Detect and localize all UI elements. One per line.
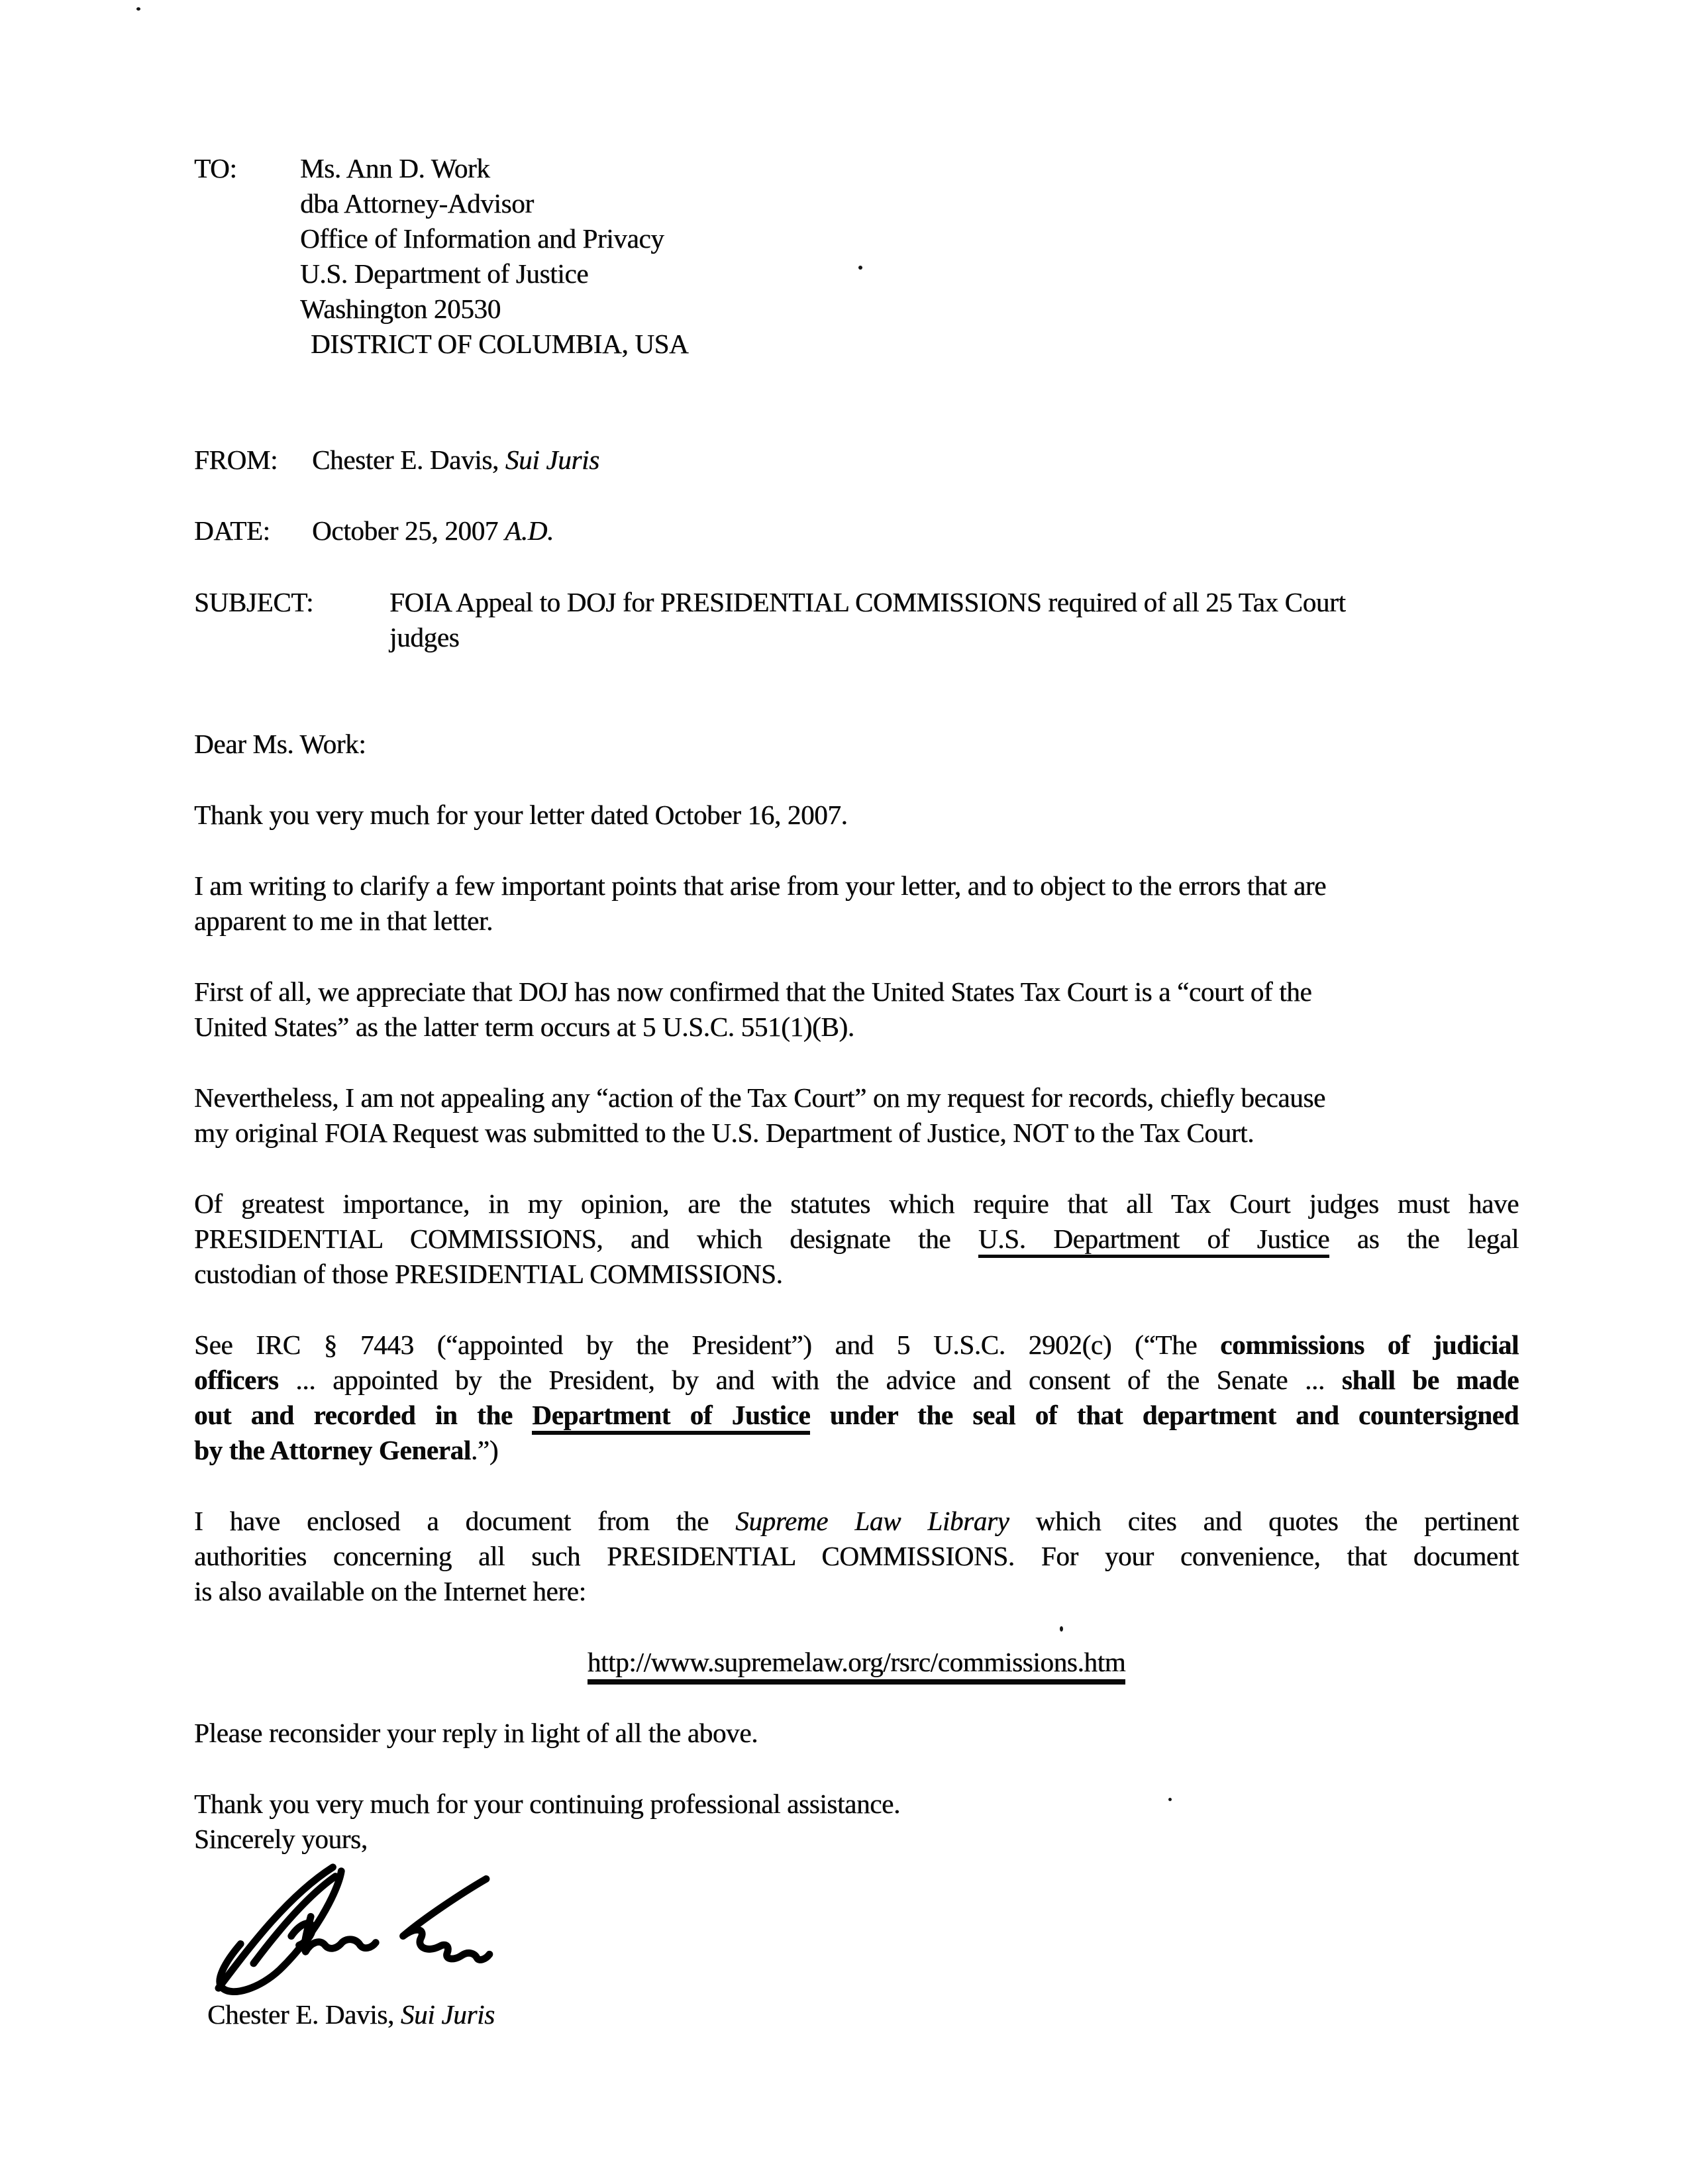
letter-body (194, 727, 1519, 1857)
from-row (194, 442, 1519, 478)
text-line (389, 585, 1519, 620)
text-line (194, 974, 1519, 1010)
paragraph-reconsider (194, 1716, 1519, 1751)
text-segment: judges (389, 622, 460, 652)
text-segment: Supreme Law Library (735, 1506, 1009, 1536)
text-segment: Chester E. Davis, (312, 444, 505, 475)
address-line: dba Attorney-Advisor (300, 188, 534, 219)
text-segment: as the legal (1329, 1223, 1519, 1254)
text-line (194, 1257, 1519, 1292)
text-segment: ... appointed by the President, by and with the advice and consent of the Senate ... (278, 1365, 1342, 1395)
subject-label: SUBJECT: (194, 587, 314, 617)
address-line: Ms. Ann D. Work (300, 153, 490, 183)
paragraph-see-irc (194, 1327, 1519, 1468)
text-segment: Thank you very much for your letter dated October 16, 2007. (194, 800, 848, 830)
paragraph-thanks (194, 798, 1519, 833)
text-segment: shall be made (1341, 1365, 1519, 1395)
text-segment: my original FOIA Request was submitted to the U.S. Department of Justice, NOT to the Tax Court. (194, 1118, 1254, 1148)
text-line (194, 1539, 1519, 1574)
text-segment: out and recorded in the (194, 1400, 533, 1430)
paragraph-closing (194, 1787, 1519, 1857)
text-segment: I am writing to clarify a few important points that arise from your letter, and to object to the errors that are (194, 870, 1326, 901)
text-segment: under the seal of that department and countersigned (810, 1400, 1519, 1430)
text-segment: by the Attorney General (194, 1435, 471, 1465)
date-row (194, 513, 1519, 548)
scan-speck (858, 266, 862, 270)
paragraph-salutation (194, 727, 1519, 762)
text-segment: officers (194, 1365, 279, 1395)
text-line (194, 1398, 1519, 1433)
address-line: Office of Information and Privacy (300, 223, 664, 254)
text-segment: A.D. (504, 515, 554, 546)
text-line (194, 1363, 1519, 1398)
text-line (194, 1433, 1519, 1468)
text-segment: which cites and quotes the pertinent (1009, 1506, 1519, 1536)
from-label: FROM: (194, 444, 278, 475)
to-block (194, 151, 1519, 362)
text-segment: http://www.supremelaw.org/rsrc/commissions.htm (588, 1647, 1126, 1685)
text-segment: See IRC § 7443 (“appointed by the President”) and 5 U.S.C. 2902(c) (“The (194, 1329, 1221, 1360)
text-segment: PRESIDENTIAL COMMISSIONS, and which designate the (194, 1223, 978, 1254)
text-segment: .”) (470, 1435, 499, 1465)
paragraph-importance (194, 1186, 1519, 1292)
paragraph-enclosure (194, 1504, 1519, 1609)
text-line (194, 1080, 1519, 1116)
paragraph-nevertheless (194, 1080, 1519, 1151)
address-line: U.S. Department of Justice (300, 258, 589, 289)
text-segment: Thank you very much for your continuing professional assistance. (194, 1789, 900, 1819)
date-value (312, 513, 1519, 548)
scan-speck (1168, 1798, 1172, 1801)
paragraph-purpose (194, 868, 1519, 939)
text-line (194, 1645, 1519, 1680)
to-label: TO: (194, 153, 237, 183)
text-line (389, 620, 1519, 655)
text-segment: is also available on the Internet here: (194, 1576, 586, 1606)
text-line (194, 1716, 1519, 1751)
text-line (194, 868, 1519, 904)
signature (203, 1859, 499, 1996)
text-segment: Of greatest importance, in my opinion, are the statutes which require that all Tax Court judges must have (194, 1188, 1519, 1219)
text-segment: apparent to me in that letter. (194, 906, 493, 936)
text-line (194, 1327, 1519, 1363)
subject-row (194, 585, 1519, 655)
text-segment: Department of Justice (532, 1400, 810, 1435)
date-label: DATE: (194, 515, 270, 546)
scan-speck (136, 7, 140, 11)
text-line (194, 1116, 1519, 1151)
text-line (194, 1010, 1519, 1045)
signature-stroke (403, 1879, 489, 1959)
text-line (194, 1186, 1519, 1222)
to-address (300, 151, 1519, 362)
text-segment: October 25, 2007 (312, 515, 505, 546)
from-value (312, 442, 1519, 478)
paragraph-first-of-all (194, 974, 1519, 1045)
signature-name (207, 1997, 1519, 2032)
text-line (194, 904, 1519, 939)
address-line: Washington 20530 (300, 293, 501, 324)
subject-value (389, 585, 1519, 655)
text-segment: Chester E. Davis, (207, 1999, 401, 2030)
text-segment: Sui Juris (400, 1999, 495, 2030)
text-segment: Nevertheless, I am not appealing any “action of the Tax Court” on my request for records, chiefly because (194, 1082, 1325, 1113)
text-segment: Sui Juris (505, 444, 599, 475)
text-segment: First of all, we appreciate that DOJ has now confirmed that the United States Tax Court is a “court of the (194, 976, 1312, 1007)
letter-content (194, 151, 1519, 2032)
text-segment: U.S. Department of Justice (978, 1223, 1329, 1258)
signature-image (203, 1859, 499, 1996)
text-line (194, 798, 1519, 833)
address-line: DISTRICT OF COLUMBIA, USA (311, 329, 689, 359)
paragraph-url (194, 1645, 1519, 1680)
text-line (194, 1222, 1519, 1257)
scan-speck (1060, 1626, 1063, 1632)
text-segment: I have enclosed a document from the (194, 1506, 736, 1536)
text-line (194, 1504, 1519, 1539)
text-segment: FOIA Appeal to DOJ for PRESIDENTIAL COMMISSIONS required of all 25 Tax Court (389, 587, 1346, 617)
text-segment: United States” as the latter term occurs at 5 U.S.C. 551(1)(B). (194, 1012, 854, 1042)
text-segment: custodian of those PRESIDENTIAL COMMISSIONS. (194, 1259, 783, 1289)
text-line (194, 1822, 1519, 1857)
text-segment: authorities concerning all such PRESIDENTIAL COMMISSIONS. For your convenience, that document (194, 1541, 1519, 1571)
text-line (194, 1574, 1519, 1609)
text-segment: Sincerely yours, (194, 1824, 368, 1854)
text-line (194, 727, 1519, 762)
text-segment: commissions of judicial (1220, 1329, 1519, 1360)
text-line (194, 1787, 1519, 1822)
text-segment: Dear Ms. Work: (194, 729, 366, 759)
text-segment: Please reconsider your reply in light of all the above. (194, 1718, 758, 1748)
